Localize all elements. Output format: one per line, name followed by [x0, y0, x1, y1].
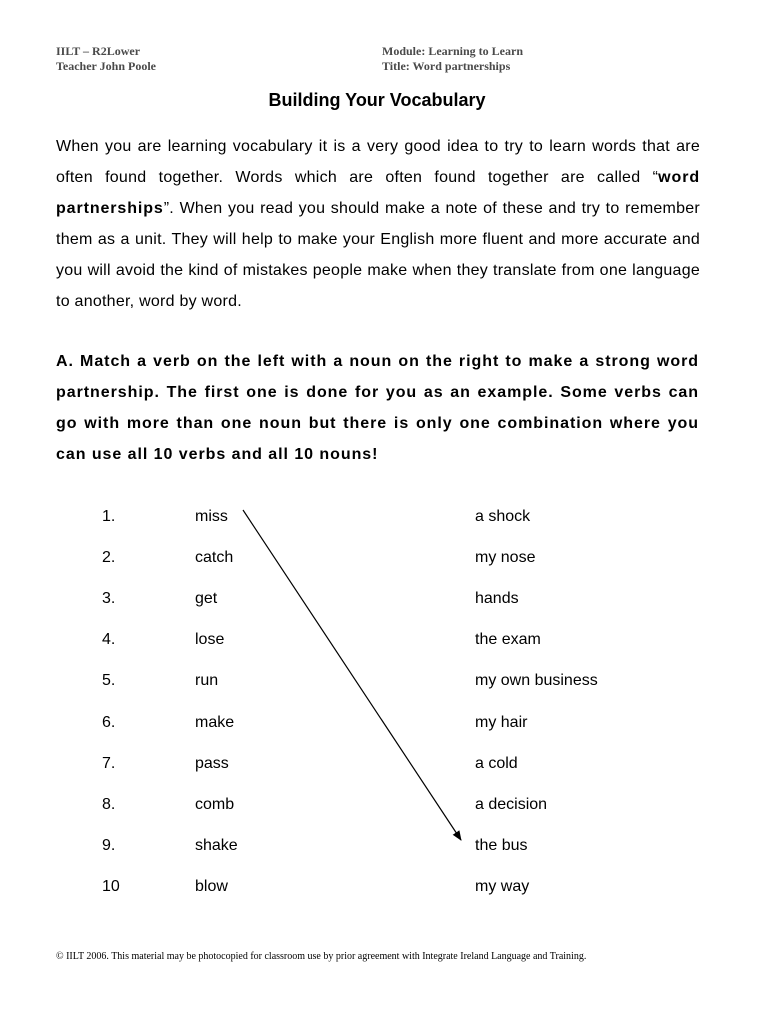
- exercise-row: [0, 755, 770, 775]
- header-left: [56, 44, 156, 74]
- noun-word: my nose: [475, 549, 536, 567]
- verb-word: get: [195, 590, 218, 608]
- exercise-row: [0, 590, 770, 610]
- row-number: 1.: [102, 508, 116, 525]
- exercise-row: [0, 796, 770, 816]
- exercise-row: [0, 631, 770, 651]
- exercise-row: [0, 672, 770, 692]
- verb-word: miss: [195, 508, 228, 525]
- row-number: 9.: [102, 836, 116, 854]
- intro-bold-term: word partnerships: [56, 169, 700, 217]
- verb-word: pass: [195, 754, 229, 772]
- row-number: 2.: [102, 549, 116, 567]
- row-number: 8.: [102, 795, 116, 813]
- header-module: Module: Learning to Learn: [382, 44, 523, 58]
- copyright-footer: © IILT 2006. This material may be photocopied for classroom use by prior agreement with Integrate Ireland Language and Training.: [56, 951, 587, 962]
- exercise-row: [0, 714, 770, 734]
- row-number: 4.: [102, 631, 116, 649]
- verb-word: shake: [195, 836, 238, 854]
- noun-word: the exam: [475, 631, 541, 649]
- intro-paragraph: [56, 131, 700, 317]
- intro-text-1: When you are learning vocabulary it is a very good idea to try to learn words that are often found together. Words which are often found together are called “: [56, 138, 700, 186]
- verb-word: catch: [195, 549, 234, 567]
- noun-word: my own business: [475, 672, 598, 690]
- row-number: 5.: [102, 672, 116, 690]
- noun-word: my hair: [475, 713, 528, 731]
- verb-word: lose: [195, 631, 225, 649]
- exercise-row: [0, 549, 770, 569]
- verb-word: make: [195, 713, 235, 731]
- header-right: [382, 44, 523, 74]
- verb-word: run: [195, 672, 219, 690]
- noun-word: hands: [475, 590, 519, 608]
- row-number: 10: [102, 877, 120, 895]
- verb-word: blow: [195, 877, 228, 895]
- row-number: 6.: [102, 713, 116, 731]
- exercise-instruction: A. Match a verb on the left with a noun on the right to make a strong word partnership. The first one is done for you as an example. Some verbs can go with more than one noun but there is only one combination where you can use all 10 verbs and all 10 nouns!: [56, 353, 699, 463]
- header-title: Title: Word partnerships: [382, 59, 511, 73]
- exercise-row: [0, 508, 770, 528]
- row-number: 7.: [102, 754, 116, 772]
- noun-word: my way: [475, 877, 530, 895]
- intro-text-2: ”. When you read you should make a note of these and try to remember them as a unit. They will help to make your English more fluent and more accurate and you will avoid the kind of mistakes people make when they translate from one language to another, word by word.: [56, 200, 700, 310]
- exercise-row: [0, 878, 770, 898]
- row-number: 3.: [102, 590, 116, 608]
- noun-word: the bus: [475, 836, 528, 854]
- noun-word: a cold: [475, 754, 518, 772]
- header-teacher: Teacher John Poole: [56, 59, 157, 73]
- header-course: IILT – R2Lower: [56, 44, 141, 58]
- noun-word: a decision: [475, 795, 548, 813]
- page-title: Building Your Vocabulary: [268, 90, 486, 110]
- exercise-row: [0, 837, 770, 857]
- noun-word: a shock: [475, 508, 531, 525]
- verb-word: comb: [195, 795, 235, 813]
